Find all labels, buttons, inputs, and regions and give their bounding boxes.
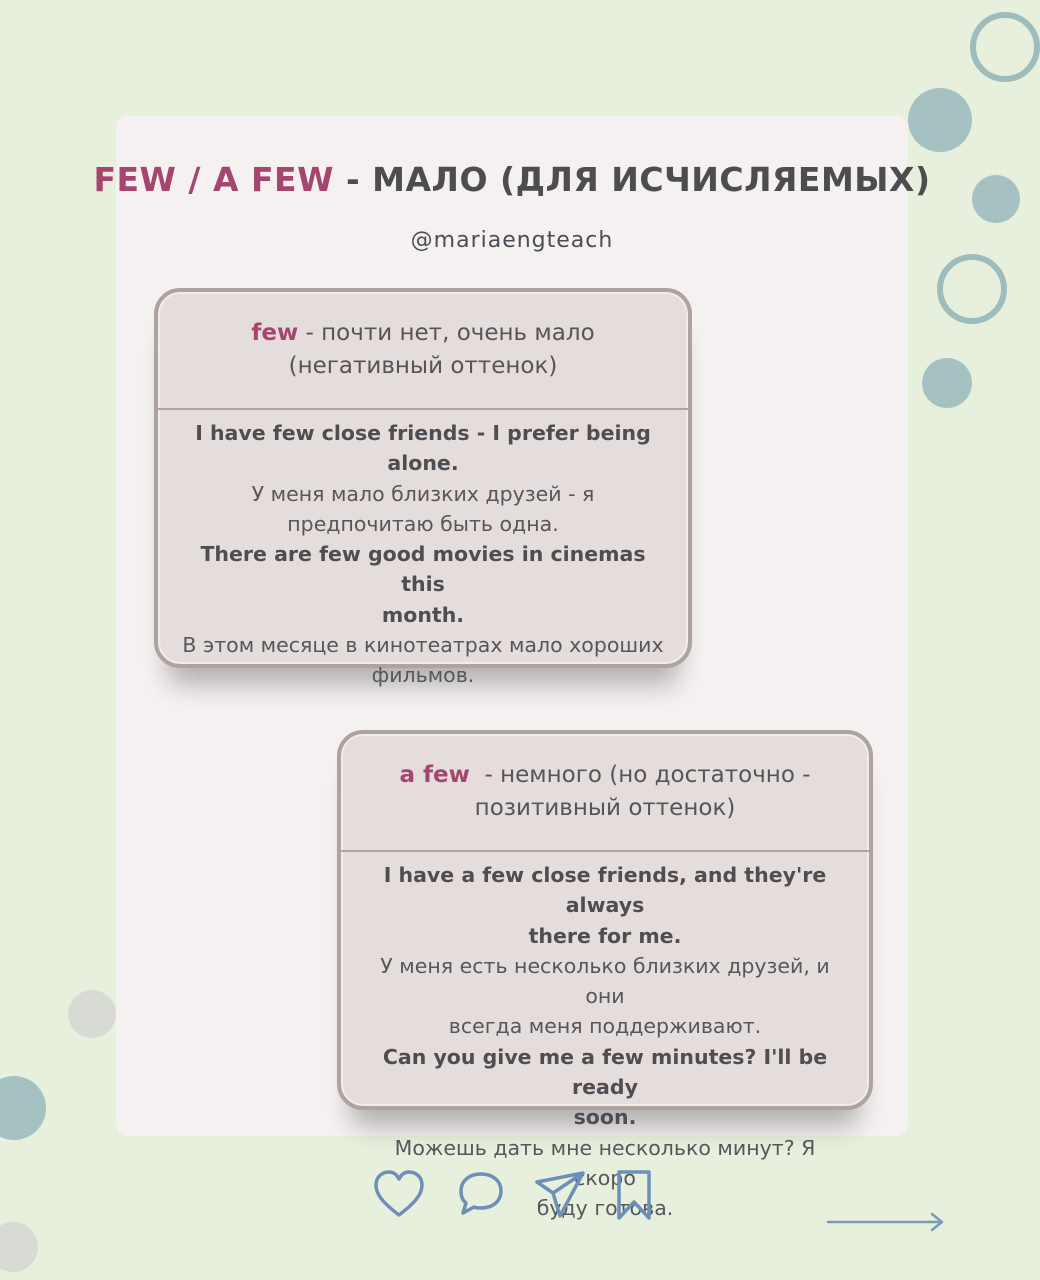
card-definition: - немного (но достаточно - [469, 762, 811, 788]
decorative-ring-top [970, 12, 1040, 82]
example-ru: У меня мало близких друзей - я [251, 481, 595, 506]
example-en: There are few good movies in cinemas this [200, 542, 646, 597]
like-button[interactable] [372, 1168, 426, 1224]
card-term: few [251, 320, 299, 346]
bookmark-icon [614, 1168, 654, 1222]
card-definition: - почти нет, очень мало [298, 320, 595, 346]
card-examples [158, 410, 688, 691]
example-en: soon. [573, 1105, 637, 1130]
example-ru: предпочитаю быть одна. [287, 511, 559, 536]
example-ru: буду готова. [536, 1196, 674, 1221]
example-en: I have few close friends - I prefer being [195, 421, 651, 445]
decorative-dot [68, 990, 116, 1038]
example-en: month. [381, 602, 465, 627]
decorative-dot [0, 1222, 38, 1272]
page-title [0, 160, 1024, 199]
comment-icon [455, 1168, 507, 1220]
next-slide-button[interactable] [826, 1208, 946, 1236]
heart-icon [372, 1168, 426, 1220]
example-en: alone. [387, 451, 459, 476]
card-header [158, 292, 688, 410]
example-ru: Можешь дать мне несколько минут? Я скоро [394, 1135, 816, 1190]
card-header [341, 734, 869, 852]
title-accent: FEW / A FEW [93, 160, 334, 199]
example-en: there for me. [528, 923, 682, 948]
card-connotation: (негативный оттенок) [288, 353, 558, 379]
example-en: I have a few close friends, and they're always [383, 863, 827, 918]
decorative-dot [0, 1076, 46, 1140]
arrow-right-icon [826, 1208, 946, 1236]
share-button[interactable] [533, 1168, 587, 1226]
decorative-dot [908, 88, 972, 152]
share-icon [533, 1168, 587, 1222]
card-connotation: позитивный оттенок) [474, 795, 736, 821]
example-ru: всегда меня поддерживают. [448, 1014, 762, 1039]
card-term: a few [399, 762, 470, 788]
card-few [154, 288, 692, 688]
comment-button[interactable] [455, 1168, 507, 1224]
title-rest: - МАЛО (ДЛЯ ИСЧИСЛЯЕМЫХ) [333, 160, 931, 199]
decorative-ring-middle [937, 254, 1007, 324]
example-ru: фильмов. [371, 663, 475, 688]
decorative-dot [922, 358, 972, 408]
example-en: Can you give me a few minutes? I'll be ready [382, 1044, 828, 1100]
save-button[interactable] [614, 1168, 654, 1226]
example-ru: У меня есть несколько близких друзей, и они [380, 953, 830, 1009]
card-a-few [337, 730, 873, 1221]
example-ru: В этом месяце в кинотеатрах мало хороших [182, 633, 664, 658]
author-handle: @mariaengteach [410, 228, 614, 253]
